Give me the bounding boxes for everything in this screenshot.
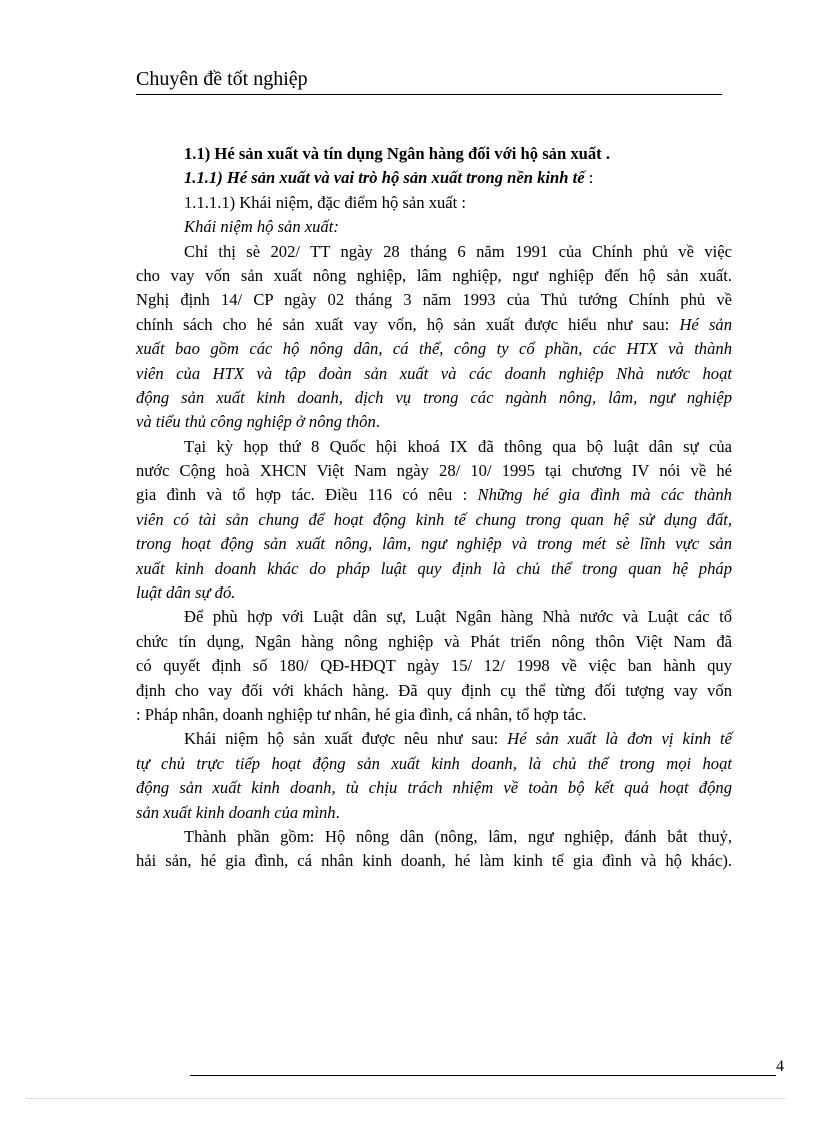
paragraph-1 [136,240,732,435]
paragraph-2 [136,435,732,606]
subheading-concept: Khái niệm hộ sản xuất: [184,217,339,237]
paragraph-3 [136,605,732,727]
section-heading-1-1-1-suffix: : [584,168,594,188]
paragraph-line: động sản xuất kinh doanh, tù chịu trách nhiệm về toàn bộ kết quả hoạt động [136,778,732,798]
document-title: Chuyên đề tốt nghiệp [136,68,308,90]
paragraph-italic-text: sản xuất kinh doanh của mình [136,802,336,822]
paragraph-line [136,410,732,434]
paragraph-line: Chỉ thị sè 202/ TT ngày 28 tháng 6 năm 1991 của Chính phủ về việc [184,241,732,261]
section-heading-1-1-1-text: 1.1.1) Hé sản xuất và vai trò hộ sản xuất trong nền kinh tế [184,168,585,188]
paragraph-line [136,727,732,751]
paragraph-line: chức tín dụng, Ngân hàng nông nghiệp và Phát triển nông thôn Việt Nam đã [136,631,732,651]
paragraph-italic-text: Những hé gia đình mà các thành [477,485,732,505]
section-heading-1-1-1 [136,166,732,190]
paragraph-line: cho vay vốn sản xuất nông nghiệp, lâm nghiệp, ngư nghiệp đến hộ sản xuất. [136,265,732,285]
paragraph-line [136,313,732,337]
paragraph-text: chính sách cho hé sản xuất vay vốn, hộ sản xuất được hiểu như sau: [136,314,680,334]
paragraph-line: xuất bao gồm các hộ nông dân, cá thể, công ty cổ phần, các HTX và thành [136,339,732,359]
document-body [136,142,732,874]
page-number: 4 [776,1058,784,1075]
paragraph-text: Khái niệm hộ sản xuất được nêu như sau: [184,729,508,749]
paragraph-italic-text: Hé sản [679,314,732,334]
paragraph-line: Để phù hợp với Luật dân sự, Luật Ngân hàng Nhà nước và Luật các tổ [184,607,732,627]
paragraph-line: : Pháp nhân, doanh nghiệp tư nhân, hé gia đình, cá nhân, tổ hợp tác. [136,704,587,724]
paragraph-line: viên có tài sản chung để hoạt động kinh tế chung trong quan hệ sử dụng đất, [136,509,732,529]
section-heading-1-1: 1.1) Hé sản xuất và tín dụng Ngân hàng đối với hộ sản xuất . [184,144,610,163]
paragraph-line: trong hoạt động sản xuất nông, lâm, ngư nghiệp và trong mét sè lĩnh vực sản [136,534,732,554]
paragraph-line [136,801,732,825]
paragraph-line: định cho vay đối với khách hàng. Đã quy định cụ thể từng đối tượng vay vốn [136,680,732,700]
paragraph-line: hải sản, hé gia đình, cá nhân kinh doanh, hé làm kinh tế gia đình và hộ khác). [136,851,732,871]
paragraph-line: tự chủ trực tiếp hoạt động sản xuất kinh doanh, là chủ thể trong mọi hoạt [136,753,732,773]
paragraph-italic-text: và tiểu thủ công nghiệp ở nông thôn [136,412,376,432]
paragraph-text: . [335,802,340,822]
paragraph-line: viên của HTX và tập đoàn sản xuất và các doanh nghiệp Nhà nước hoạt [136,363,732,383]
paragraph-line: Nghị định 14/ CP ngày 02 tháng 3 năm 1993 của Thủ tướng Chính phủ về [136,290,732,310]
paragraph-italic-text: Hé sản xuất là đơn vị kinh tế [507,729,733,749]
paragraph-line: Tại kỳ họp thứ 8 Quốc hội khoá IX đã thông qua bộ luật dân sự của [184,436,732,456]
paragraph-line: luật dân sự đó. [136,583,236,603]
page-header [136,66,722,95]
paragraph-4 [136,727,732,825]
paragraph-line: có quyết định số 180/ QĐ-HĐQT ngày 15/ 12/ 1998 về việc ban hành quy [136,656,732,676]
paragraph-line: xuất kinh doanh khác do pháp luật quy định là chủ thể trong quan hệ pháp [136,558,732,578]
footer-rule [190,1075,776,1076]
paragraph-text: gia đình và tổ hợp tác. Điều 116 có nêu : [136,485,478,505]
paragraph-text: . [375,412,380,432]
section-heading-1-1-1-1: 1.1.1.1) Khái niệm, đặc điểm hộ sản xuất : [184,192,467,212]
paragraph-line: nước Cộng hoà XHCN Việt Nam ngày 28/ 10/ 1995 tại chương IV nói về hé [136,461,732,481]
paragraph-line: động sản xuất kinh doanh, dịch vụ trong các ngành nông, lâm, ngư nghiệp [136,387,732,407]
paragraph-line [136,483,732,507]
page-bottom-dotted-rule [26,1098,786,1099]
paragraph-5 [136,825,732,874]
paragraph-line: Thành phần gồm: Hộ nông dân (nông, lâm, ngư nghiệp, đánh bắt thuỷ, [184,826,732,846]
